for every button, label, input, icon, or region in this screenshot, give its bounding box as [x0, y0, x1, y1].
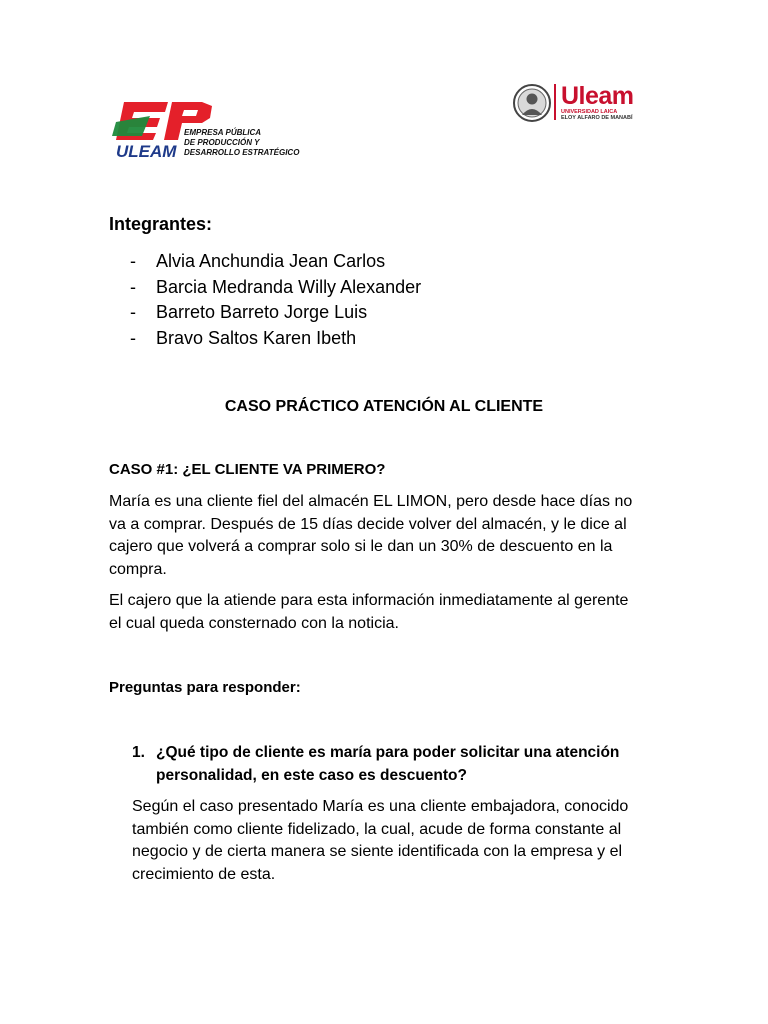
list-dash: -	[130, 302, 136, 322]
ep-logo-uleam-text: ULEAM	[116, 142, 177, 161]
question-text	[156, 742, 619, 787]
question-line: ¿Qué tipo de cliente es maría para poder solicitar una atención	[156, 744, 620, 761]
paragraph-line: El cajero que la atiende para esta información inmediatamente al gerente	[109, 592, 629, 609]
member-item	[130, 326, 421, 352]
paragraph-line: el cual queda consternado con la noticia.	[109, 614, 399, 632]
list-dash: -	[130, 276, 136, 297]
uleam-wordmark: Uleam	[561, 82, 634, 110]
answer-line: también como cliente fidelizado, la cual, acude de forma constante al	[132, 820, 622, 838]
uleam-divider	[554, 84, 556, 120]
ep-logo-line-3: DESARROLLO ESTRATÉGICO	[184, 148, 300, 157]
member-item	[130, 275, 421, 301]
ep-logo-line-2: DE PRODUCCIÓN Y	[184, 138, 260, 147]
list-dash: -	[130, 251, 136, 271]
ep-uleam-logo	[110, 96, 300, 164]
paragraph-line: compra.	[109, 561, 167, 579]
member-item	[130, 249, 421, 275]
integrantes-title: Integrantes:	[109, 214, 213, 234]
uleam-seal-icon	[512, 83, 552, 123]
member-item	[130, 300, 421, 326]
answer-line: crecimiento de esta.	[132, 866, 276, 884]
case1-paragraph-2	[109, 590, 659, 635]
member-name: Bravo Saltos Karen Ibeth	[156, 327, 357, 348]
questions-heading: Preguntas para responder:	[109, 679, 301, 696]
member-name: Alvia Anchundia Jean Carlos	[156, 251, 386, 271]
answer-line: Según el caso presentado María es una cliente embajadora, conocido	[132, 798, 629, 815]
uleam-subtitle-2: ELOY ALFARO DE MANABÍ	[561, 115, 633, 121]
member-name: Barreto Barreto Jorge Luis	[156, 302, 368, 322]
answer-line: negocio y de cierta manera se siente identificada con la empresa y el	[132, 843, 623, 861]
members-list	[130, 249, 421, 351]
list-dash: -	[130, 327, 136, 348]
case1-heading: CASO #1: ¿EL CLIENTE VA PRIMERO?	[109, 461, 386, 478]
member-name: Barcia Medranda Willy Alexander	[156, 276, 422, 297]
case-title: CASO PRÁCTICO ATENCIÓN AL CLIENTE	[224, 398, 544, 415]
uleam-university-logo	[512, 82, 647, 126]
answer-paragraph	[132, 796, 628, 887]
question-line: personalidad, en este caso es descuento?	[156, 766, 467, 784]
paragraph-line: cajero que volverá a comprar solo si le dan un 30% de descuento en la	[109, 538, 613, 556]
paragraph-line: va a comprar. Después de 15 días decide volver del almacén, y le dice al	[109, 515, 627, 533]
question-number: 1.	[132, 744, 145, 761]
ep-logo-text	[184, 128, 299, 158]
paragraph-line: María es una cliente fiel del almacén EL LIMON, pero desde hace días no	[109, 493, 633, 510]
uleam-subtitle-1: UNIVERSIDAD LAICA	[561, 109, 618, 115]
case1-paragraph-1	[109, 491, 659, 582]
ep-logo-line-1: EMPRESA PÚBLICA	[184, 128, 262, 137]
